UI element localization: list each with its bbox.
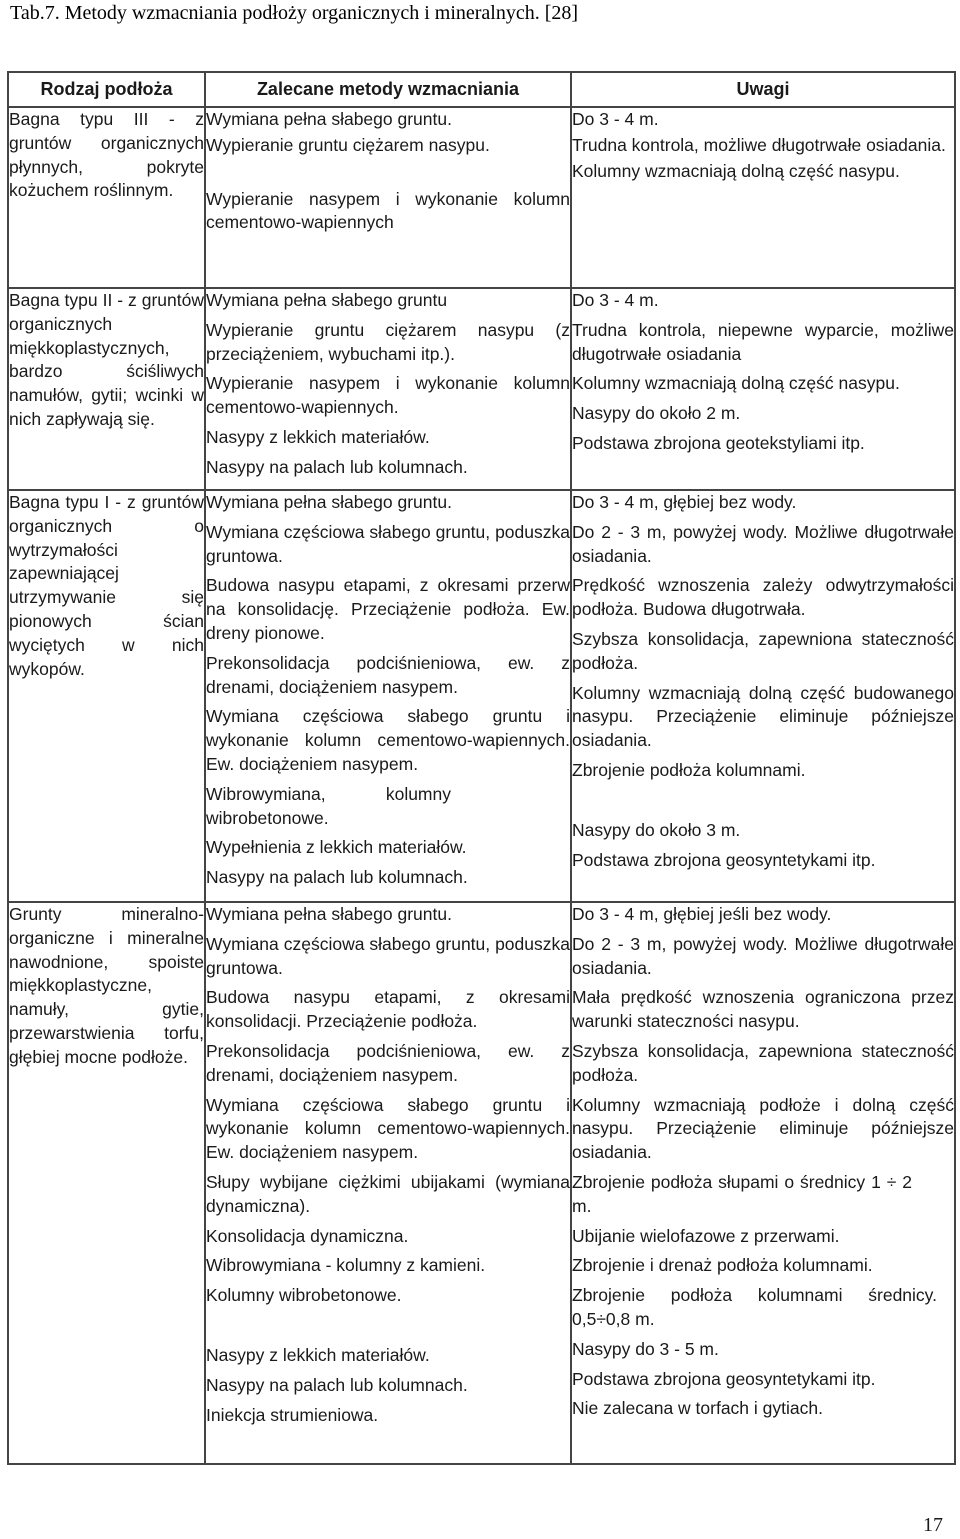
note-item: Zbrojenie i drenaż podłoża kolumnami. [572, 1255, 873, 1276]
notes-cell [571, 902, 955, 1464]
notes-cell [571, 107, 955, 288]
note-item: Trudna kontrola, niepewne wyparcie, możliwe długotrwałe osiadania [572, 319, 954, 364]
method-item: Słupy wybijane ciężkimi ubijakami (wymiana dynamiczna). [206, 1171, 570, 1216]
method-item: Budowa nasypu etapami, z okresami konsolidacji. Przeciążenie podłoża. [206, 987, 570, 1032]
method-item: Prekonsolidacja podciśnieniowa, ew. z drenami, dociążeniem nasypem. [206, 652, 570, 697]
method-item: Konsolidacja dynamiczna. [206, 1225, 409, 1246]
method-item: Wymiana pełna słabego gruntu. [206, 492, 452, 512]
table-row [8, 490, 955, 902]
note-item: Kolumny wzmacniają dolną część nasypu. [572, 160, 900, 181]
method-item: Nasypy na palach lub kolumnach. [206, 1374, 468, 1395]
method-item: Wibrowymiana - kolumny z kamieni. [206, 1255, 486, 1276]
note-item: Do 3 - 4 m. [572, 290, 659, 310]
methods-cell [205, 490, 571, 902]
method-item: Nasypy z lekkich materiałów. [206, 1344, 430, 1365]
methods-cell [205, 107, 571, 288]
method-item: Nasypy z lekkich materiałów. [206, 426, 430, 447]
method-item: Prekonsolidacja podciśnieniowa, ew. z drenami, dociążeniem nasypem. [206, 1040, 570, 1085]
method-item: Iniekcja strumieniowa. [206, 1404, 379, 1425]
method-item: Nasypy na palach lub kolumnach. [206, 867, 468, 888]
note-item: Mała prędkość wznoszenia ograniczona przez warunki stateczności nasypu. [572, 987, 954, 1032]
note-item: Ubijanie wielofazowe z przerwami. [572, 1225, 840, 1246]
methods-table [7, 71, 956, 1465]
note-item: Kolumny wzmacniają podłoże i dolną część nasypu. Przeciążenie eliminuje późniejsze osiadania. [572, 1094, 954, 1163]
method-item: Wypełnienia z lekkich materiałów. [206, 837, 467, 858]
soil-type-cell: Grunty mineralno-organiczne i mineralne nawodnione, spoiste miękkoplastyczne, namuły, gytie, przewarstwienia torfu, głębiej mocne podłoże. [8, 902, 205, 1464]
method-item: Wibrowymiana, kolumny wibrobetonowe. [206, 783, 451, 828]
header-methods: Zalecane metody wzmacniania [205, 72, 571, 107]
note-item: Trudna kontrola, możliwe długotrwałe osiadania. [572, 134, 946, 155]
note-item: Podstawa zbrojona geosyntetykami itp. [572, 849, 876, 870]
methods-cell [205, 288, 571, 490]
note-item: Do 3 - 4 m. [572, 109, 659, 129]
note-item: Prędkość wznoszenia zależy odwytrzymałości podłoża. Budowa długotrwała. [572, 575, 954, 620]
note-item: Nie zalecana w torfach i gytiach. [572, 1398, 823, 1419]
soil-type-cell: Bagna typu II - z gruntów organicznych miękkoplastycznych, bardzo ściśliwych namułów, gytii; wcinki w nich zapływają się. [8, 288, 205, 490]
note-item: Nasypy do około 3 m. [572, 819, 741, 840]
note-item: Nasypy do około 2 m. [572, 403, 741, 424]
note-item: Do 2 - 3 m, powyżej wody. Możliwe długotrwałe osiadania. [572, 521, 954, 566]
note-item: Kolumny wzmacniają dolną część budowanego nasypu. Przeciążenie eliminuje późniejsze osiadania. [572, 682, 954, 751]
method-item: Budowa nasypu etapami, z okresami przerw na konsolidację. Przeciążenie podłoża. Ew. dreny pionowe. [206, 575, 570, 643]
method-item: Wymiana pełna słabego gruntu [206, 290, 448, 310]
note-item: Kolumny wzmacniają dolną część nasypu. [572, 373, 900, 394]
method-item: Wymiana częściowa słabego gruntu, poduszka gruntowa. [206, 521, 570, 566]
methods-cell [205, 902, 571, 1464]
notes-cell [571, 490, 955, 902]
header-soil-type: Rodzaj podłoża [8, 72, 205, 107]
soil-type-cell: Bagna typu I - z gruntów organicznych o wytrzymałości zapewniającej utrzymywanie się pionowych ścian wyciętych w nich wykopów. [8, 490, 205, 902]
method-item: Wymiana pełna słabego gruntu. [206, 904, 452, 924]
note-item: Do 3 - 4 m, głębiej bez wody. [572, 492, 797, 512]
note-item: Nasypy do 3 - 5 m. [572, 1338, 719, 1359]
method-item: Wymiana częściowa słabego gruntu i wykonanie kolumn cementowo-wapiennych. Ew. dociążeniem nasypem. [206, 706, 570, 774]
note-item: Podstawa zbrojona geotekstyliami itp. [572, 432, 865, 453]
table-row [8, 288, 955, 490]
page-number: 17 [923, 1514, 943, 1536]
method-item: Kolumny wibrobetonowe. [206, 1285, 402, 1306]
table-header-row [8, 72, 955, 107]
method-item: Wymiana częściowa słabego gruntu i wykonanie kolumn cementowo-wapiennych. Ew. dociążeniem nasypem. [206, 1094, 570, 1163]
table-caption: Tab.7. Metody wzmacniania podłoży organicznych i mineralnych. [28] [10, 2, 579, 24]
table-row [8, 902, 955, 1464]
method-item: Wypieranie nasypem i wykonanie kolumn cementowo-wapiennych [206, 188, 570, 233]
note-item: Do 2 - 3 m, powyżej wody. Możliwe długotrwałe osiadania. [572, 933, 954, 978]
note-item: Zbrojenie podłoża kolumnami. [572, 759, 806, 780]
note-item: Do 3 - 4 m, głębiej jeśli bez wody. [572, 904, 832, 924]
note-item: Podstawa zbrojona geosyntetykami itp. [572, 1368, 876, 1389]
note-item: Szybsza konsolidacja, zapewniona stateczność podłoża. [572, 1040, 954, 1085]
note-item: Szybsza konsolidacja, zapewniona stateczność podłoża. [572, 628, 954, 673]
method-item: Wymiana pełna słabego gruntu. [206, 109, 452, 129]
notes-cell [571, 288, 955, 490]
method-item: Wypieranie nasypem i wykonanie kolumn cementowo-wapiennych. [206, 373, 570, 418]
method-item: Wymiana częściowa słabego gruntu, poduszka gruntowa. [206, 933, 570, 978]
note-item: Zbrojenie podłoża słupami o średnicy 1 ÷ 2 m. [572, 1171, 912, 1216]
header-notes: Uwagi [571, 72, 955, 107]
soil-type-cell: Bagna typu III - z gruntów organicznych płynnych, pokryte kożuchem roślinnym. [8, 107, 205, 288]
method-item: Wypieranie gruntu ciężarem nasypu. [206, 134, 490, 155]
method-item: Nasypy na palach lub kolumnach. [206, 456, 468, 477]
note-item: Zbrojenie podłoża kolumnami średnicy. 0,5÷0,8 m. [572, 1285, 937, 1329]
method-item: Wypieranie gruntu ciężarem nasypu (z przeciążeniem, wybuchami itp.). [206, 319, 570, 364]
table-row [8, 107, 955, 288]
